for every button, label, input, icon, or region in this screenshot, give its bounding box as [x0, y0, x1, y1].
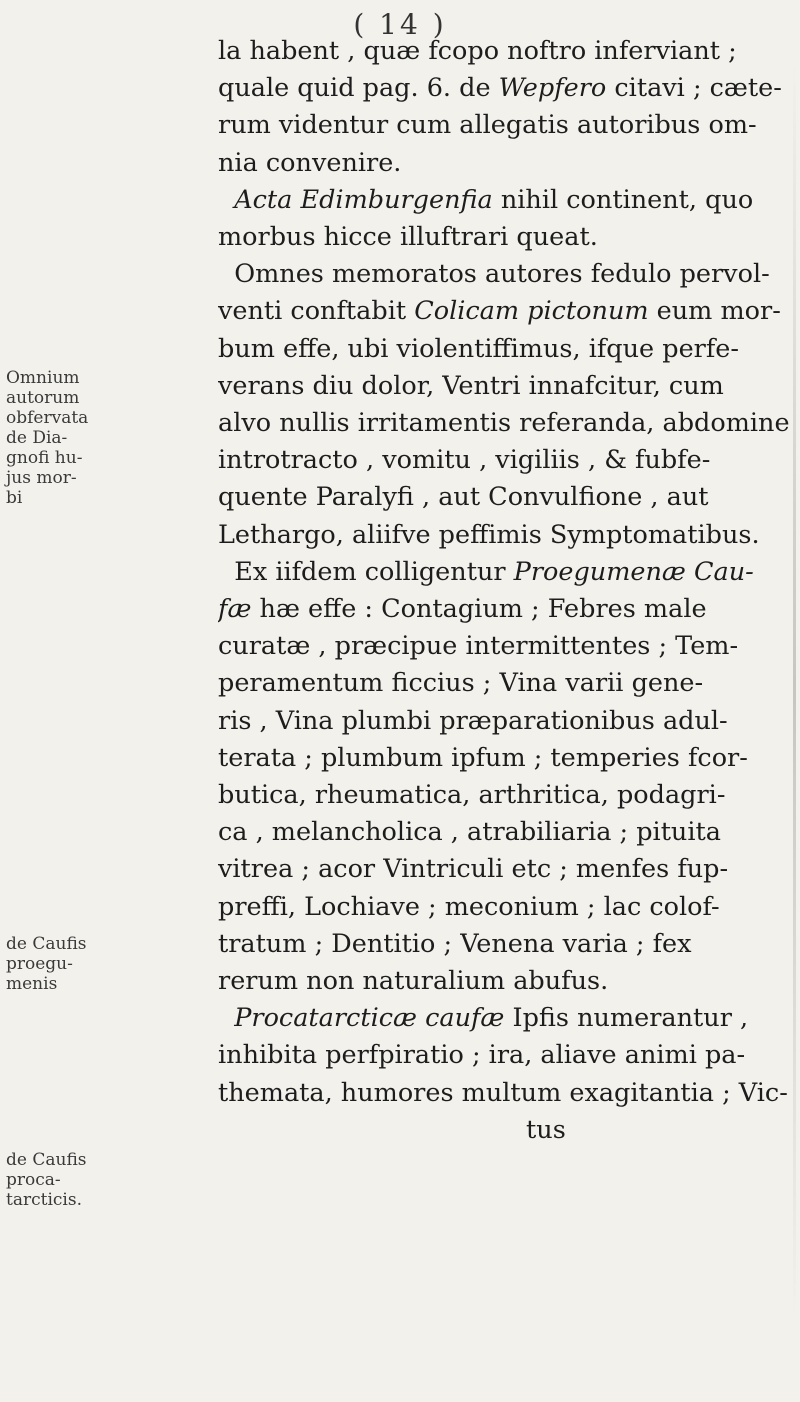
text-line: fæ hæ effe : Contagium ; Febres male	[218, 594, 707, 624]
page-number: ( 14 )	[353, 8, 447, 41]
marginal-note-line: gnofi hu-	[6, 448, 83, 468]
marginal-note-line: de Dia-	[6, 428, 68, 448]
text-line: morbus hicce illuftrari queat.	[218, 222, 598, 252]
text-line: ca , melancholica , atrabiliaria ; pituita	[218, 817, 721, 848]
text-line: tus	[218, 1114, 566, 1145]
marginal-note-line: autorum	[6, 388, 80, 408]
text-line: alvo nullis irritamentis referanda, abdomine	[218, 408, 790, 438]
text-line: quale quid pag. 6. de Wepfero citavi ; cæte-	[218, 73, 782, 104]
marginal-note-line: menis	[6, 974, 58, 994]
marginal-note-line: de Caufis	[6, 934, 87, 954]
text-line: tratum ; Dentitio ; Venena varia ; fex	[218, 928, 692, 959]
text-line: themata, humores multum exagitantia ; Vic-	[218, 1077, 788, 1108]
marginal-note-line: proegu-	[6, 954, 73, 974]
page-edge-shadow	[793, 60, 796, 1320]
text-line: la habent , quæ fcopo noftro inferviant ;	[218, 36, 737, 66]
text-line: Omnes memoratos autores fedulo pervol-	[218, 259, 770, 290]
text-line: butica, rheumatica, arthritica, podagri-	[218, 780, 726, 810]
marginal-note	[6, 1150, 216, 1210]
text-line: ris , Vina plumbi præparationibus adul-	[218, 705, 728, 736]
text-line: curatæ , præcipue intermittentes ; Tem-	[218, 631, 739, 662]
marginal-note-line: proca-	[6, 1170, 61, 1190]
marginal-note-line: obfervata	[6, 408, 89, 428]
text-line: Acta Edimburgenfia nihil continent, quo	[234, 184, 754, 215]
text-line: Lethargo, aliifve peffimis Symptomatibus.	[218, 519, 760, 550]
text-line: rum videntur cum allegatis autoribus om-	[218, 110, 757, 141]
text-line: introtracto , vomitu , vigiliis , & fubfe-	[218, 445, 711, 476]
text-line: preffi, Lochiave ; meconium ; lac colof-	[218, 891, 720, 922]
marginal-note-line: de Caufis	[6, 1150, 87, 1170]
marginal-note	[6, 368, 216, 508]
marginal-note	[6, 934, 216, 994]
text-line: rerum non naturalium abufus.	[218, 966, 609, 996]
text-line: terata ; plumbum ipfum ; temperies fcor-	[218, 742, 748, 773]
text-line: Procatarcticæ caufæ Ipfis numerantur ,	[234, 1003, 749, 1034]
text-line: peramentum ficcius ; Vina varii gene-	[218, 668, 704, 699]
text-line: inhibita perfpiratio ; ira, aliave animi pa-	[218, 1040, 746, 1071]
marginal-note-line: tarcticis.	[6, 1190, 82, 1210]
text-line: quente Paralyfi , aut Convulfione , aut	[218, 482, 709, 513]
text-line: nia convenire.	[218, 147, 402, 178]
text-line: vitrea ; acor Vintriculi etc ; menfes fup-	[218, 854, 729, 885]
text-line: bum effe, ubi violentiffimus, ifque perfe-	[218, 333, 739, 364]
marginal-note-line: jus mor-	[6, 468, 77, 488]
text-line: venti conftabit Colicam pictonum eum mor-	[218, 296, 781, 327]
text-line: Ex iifdem colligentur Proegumenæ Cau-	[218, 556, 754, 587]
text-line: verans diu dolor, Ventri innafcitur, cum	[218, 370, 724, 401]
marginal-note-line: bi	[6, 488, 23, 508]
marginal-note-line: Omnium	[6, 368, 80, 388]
